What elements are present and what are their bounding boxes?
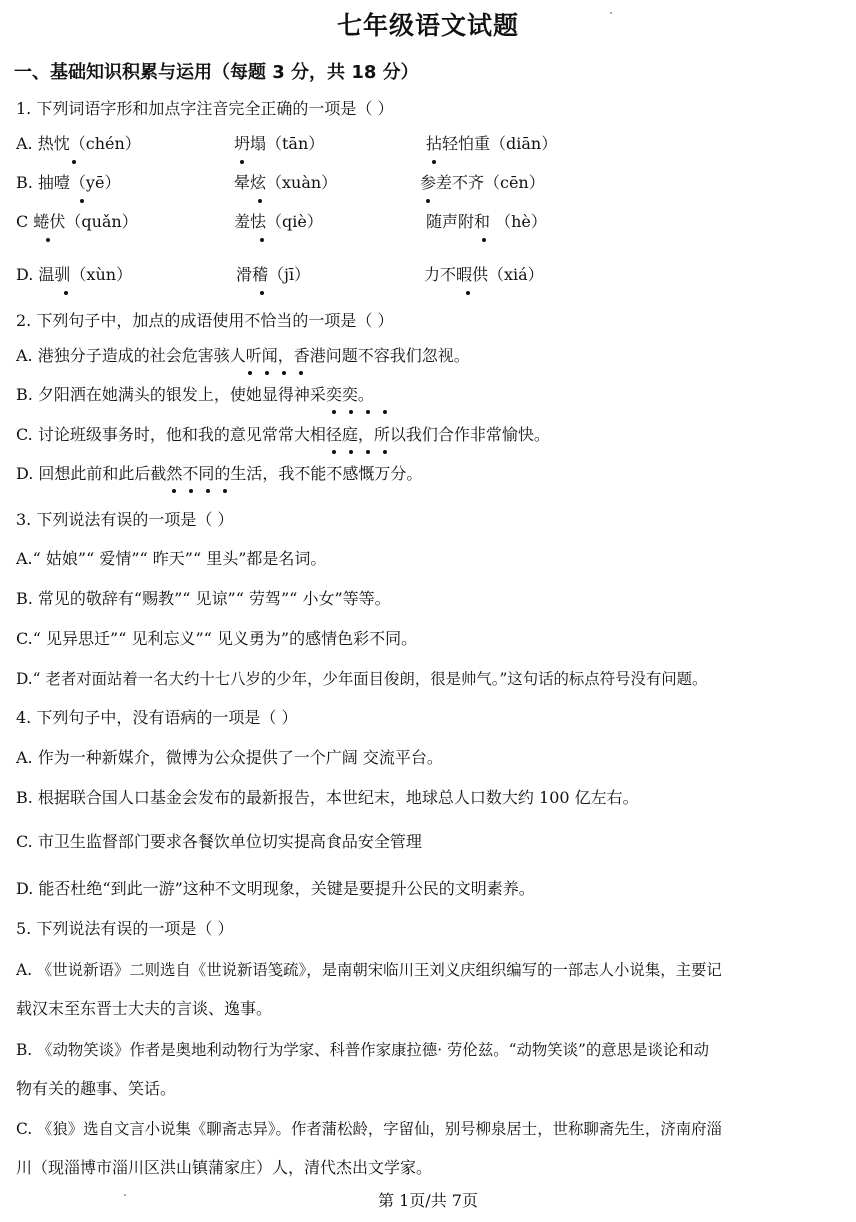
q1-d3-text: 力不暇供（xiá） <box>424 265 544 284</box>
emphasis-dot <box>248 371 252 375</box>
q5-option-a-line2: 载汉末至东晋士大夫的言谈、逸事。 <box>16 999 273 1018</box>
emphasis-dot <box>72 160 76 164</box>
q2-option-b <box>16 384 840 406</box>
q1-b2-text: 晕炫（xuàn） <box>234 173 338 192</box>
emphasis-dot <box>432 160 436 164</box>
q1-a3-text: 拈轻怕重（diān） <box>426 134 558 153</box>
emphasis-dot <box>383 410 387 414</box>
q4-option-b: B. 根据联合国人口基金会发布的最新报告，本世纪末，地球总人口数大约 100 亿左右。 <box>16 788 639 807</box>
emphasis-dot <box>332 410 336 414</box>
scan-speck <box>610 12 612 14</box>
emphasis-dot <box>223 489 227 493</box>
q2-option-c <box>16 424 840 446</box>
q1-c3-text: 随声附和 （hè） <box>426 212 547 231</box>
emphasis-dot <box>206 489 210 493</box>
emphasis-dot <box>383 450 387 454</box>
q1-option-a-word2 <box>234 133 324 155</box>
emphasis-dot <box>466 291 470 295</box>
emphasis-dot <box>258 199 262 203</box>
page-title: 七年级语文试题 <box>336 11 519 40</box>
q1-a2-text: 坍塌（tān） <box>234 134 325 153</box>
emphasis-dot <box>240 160 244 164</box>
emphasis-dot <box>482 238 486 242</box>
emphasis-dot <box>46 238 50 242</box>
q1-option-a-word3 <box>426 133 557 155</box>
q3-stem: 3. 下列说法有误的一项是（ ） <box>16 510 234 529</box>
q3-option-a: A.“ 姑娘”“ 爱情”“ 昨天”“ 里头”都是名词。 <box>16 549 327 568</box>
q1-option-c-word3 <box>426 211 547 233</box>
q5-option-c-line2: 川（现淄博市淄川区洪山镇蒲家庄）人，清代杰出文学家。 <box>16 1158 433 1177</box>
emphasis-dot <box>282 371 286 375</box>
q1-d2-text: 滑稽（jī） <box>236 265 311 284</box>
emphasis-dot <box>80 199 84 203</box>
q2-c-text: C. 讨论班级事务时，他和我的意见常常大相径庭，所以我们合作非常愉快。 <box>16 425 550 444</box>
q5-option-b-line1: B. 《动物笑谈》作者是奥地利动物行为学家、科普作家康拉德· 劳伦兹。“动物笑谈”的意思是谈论和动 <box>16 1041 710 1059</box>
q1-option-b-word3 <box>420 172 545 194</box>
q1-stem: 1. 下列词语字形和加点字注音完全正确的一项是（ ） <box>16 99 394 118</box>
q1-c1-text: C 蜷伏（quǎn） <box>16 212 138 231</box>
q3-option-d: D.“ 老者对面站着一名大约十七八岁的少年，少年面目俊朗，很是帅气。”这句话的标点符号没有问题。 <box>16 670 708 688</box>
q4-stem: 4. 下列句子中，没有语病的一项是（ ） <box>16 708 298 727</box>
page-footer: 第 1页/共 7页 <box>378 1191 478 1210</box>
q1-a1-text: A. 热忱（chén） <box>16 134 141 153</box>
q1-c2-text: 羞怯（qiè） <box>234 212 323 231</box>
emphasis-dot <box>299 371 303 375</box>
q2-option-a <box>16 345 840 367</box>
emphasis-dot <box>260 291 264 295</box>
q1-option-d-word1 <box>16 264 132 286</box>
q5-option-b-line2: 物有关的趣事、笑话。 <box>16 1079 177 1098</box>
emphasis-dot <box>349 450 353 454</box>
q4-option-c: C. 市卫生监督部门要求各餐饮单位切实提高食品安全管理 <box>16 832 422 851</box>
emphasis-dot <box>64 291 68 295</box>
emphasis-dot <box>260 238 264 242</box>
q1-b3-text: 参差不齐（cēn） <box>420 173 545 192</box>
q3-option-c: C.“ 见异思迁”“ 见利忘义”“ 见义勇为”的感情色彩不同。 <box>16 629 418 648</box>
emphasis-dot <box>349 410 353 414</box>
q2-d-text: D. 回想此前和此后截然不同的生活，我不能不感慨万分。 <box>16 464 423 483</box>
q1-option-b-word1 <box>16 172 120 194</box>
q4-option-a: A. 作为一种新媒介，微博为公众提供了一个广阔 交流平台。 <box>16 748 443 767</box>
q2-b-text: B. 夕阳洒在她满头的银发上，使她显得神采奕奕。 <box>16 385 374 404</box>
q2-option-d <box>16 463 840 485</box>
emphasis-dot <box>426 199 430 203</box>
q1-option-d-word2 <box>236 264 310 286</box>
q1-option-d-word3 <box>424 264 544 286</box>
emphasis-dot <box>189 489 193 493</box>
q4-option-d: D. 能否杜绝“到此一游”这种不文明现象，关键是要提升公民的文明素养。 <box>16 879 535 898</box>
q2-stem: 2. 下列句子中，加点的成语使用不恰当的一项是（ ） <box>16 311 394 330</box>
q2-a-text: A. 港独分子造成的社会危害骇人听闻，香港问题不容我们忽视。 <box>16 346 470 365</box>
q1-option-c-word2 <box>234 211 323 233</box>
q5-stem: 5. 下列说法有误的一项是（ ） <box>16 919 234 938</box>
q3-option-b: B. 常见的敬辞有“赐教”“ 见谅”“ 劳驾”“ 小女”等等。 <box>16 589 391 608</box>
emphasis-dot <box>265 371 269 375</box>
section-heading: 一、基础知识积累与运用（每题 3 分，共 18 分） <box>14 62 419 83</box>
q1-option-c-word1 <box>16 211 138 233</box>
emphasis-dot <box>366 450 370 454</box>
q1-option-a-word1 <box>16 133 141 155</box>
emphasis-dot <box>366 410 370 414</box>
q1-b1-text: B. 抽噎（yē） <box>16 173 121 192</box>
emphasis-dot <box>332 450 336 454</box>
q1-d1-text: D. 温驯（xùn） <box>16 265 133 284</box>
emphasis-dot <box>172 489 176 493</box>
q5-option-c-line1: C. 《狼》选自文言小说集《聊斋志异》。作者蒲松龄，字留仙，别号柳泉居士，世称聊斋先生，济南府淄 <box>16 1120 722 1138</box>
q5-option-a-line1: A. 《世说新语》二则选自《世说新语笺疏》，是南朝宋临川王刘义庆组织编写的一部志人小说集，主要记 <box>16 961 722 979</box>
q1-option-b-word2 <box>234 172 337 194</box>
